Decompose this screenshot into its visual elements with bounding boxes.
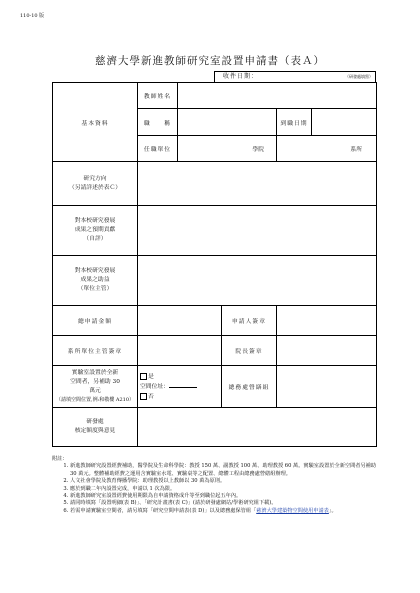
teacher-name-field[interactable] <box>178 83 377 109</box>
dept-head-signature-field[interactable] <box>138 336 222 366</box>
no-checkbox[interactable] <box>140 393 147 400</box>
note-item: 6. 若需申請實驗室空間者，請另填寫「研究空間申請表(表 D)」以及總務處保管組「慈濟大學建築物空間使用申請表」。 <box>70 508 382 515</box>
dept-head-signature-label: 系所單位主管簽章 <box>53 336 138 366</box>
expected-contribution-field[interactable] <box>138 206 377 256</box>
dept-field[interactable] <box>277 136 377 162</box>
notes-heading: 附註： <box>52 456 68 462</box>
total-amount-field[interactable] <box>138 306 222 336</box>
no-label: 否 <box>148 393 154 400</box>
page-title: 慈濟大學新進教師研究室設置申請書（表Ａ） <box>95 55 325 67</box>
note-item: 5. 請同時填寫「設置明細(表 B)」、「研究計畫書(表 C)」(請於研發處網站/學術研究組下載)。 <box>70 500 382 507</box>
received-date-label: 收件日期： <box>223 73 259 80</box>
job-title-field[interactable] <box>178 109 277 136</box>
dean-signature-label: 院長簽章 <box>222 336 277 366</box>
space-application-link[interactable]: 慈濟大學建築物空間使用申請表 <box>256 507 329 514</box>
rd-office-field[interactable] <box>138 408 377 447</box>
lab-space-options <box>138 366 222 408</box>
arrival-date-field[interactable] <box>312 109 377 136</box>
research-direction-field[interactable] <box>138 162 377 206</box>
yes-label: 是 <box>148 373 154 380</box>
college-label: 學院 <box>252 147 264 153</box>
basic-info-label: 基本資料 <box>53 83 138 162</box>
dean-signature-field[interactable] <box>277 336 377 366</box>
dept-label: 系所 <box>350 147 362 153</box>
total-amount-label: 總申請金額 <box>53 306 138 336</box>
note-item: 1. 新進教師研究設置經費補助，醫學院及生命科學院：教授 150 萬、副教授 100 萬、助理教授 60 萬。實驗室設置於全新空間者另補助 30 萬元。整體補助經費之運用含實驗室水電、實驗桌等之配置、總體工程由總務處營繕組辦理。 <box>70 463 382 478</box>
received-date-note: （研發處填寫） <box>345 74 373 79</box>
dept-benefit-field[interactable] <box>138 256 377 306</box>
arrival-date-label: 到職日期 <box>277 109 312 136</box>
location-field[interactable] <box>169 382 197 388</box>
job-title-label: 職 稱 <box>138 109 178 136</box>
college-field[interactable] <box>178 136 277 162</box>
note-item: 3. 應於到職二年內設置完成，申請以 1 次為限。 <box>70 486 382 493</box>
expected-contribution-label: 對本校研究發展 成果之預期貢獻 （自評） <box>53 206 138 256</box>
research-direction-label: 研究方向 （另請詳述於表Ｃ） <box>53 162 138 206</box>
gm-office-label: 總務處營繕組 <box>222 366 277 408</box>
form-version: 110-10 版 <box>20 13 45 19</box>
applicant-signature-field[interactable] <box>277 306 377 336</box>
gm-office-field[interactable] <box>277 366 377 408</box>
application-form-table <box>52 82 377 447</box>
applicant-signature-label: 申請人簽章 <box>222 306 277 336</box>
notes-list <box>52 463 382 515</box>
rd-office-label: 研發處 核定額度與意見 <box>53 408 138 447</box>
note-item: 2. 人文社會學院及教育傳播學院：助理教授以上教師以 30 萬為原則。 <box>70 478 382 485</box>
yes-checkbox[interactable] <box>140 373 147 380</box>
unit-label: 任職單位 <box>138 136 178 162</box>
received-date-box <box>214 71 376 82</box>
lab-space-label: 實驗室設置於全新 空間者，另補助 30 萬元 （請填空間位置,例:和敬樓 A210） <box>53 366 138 408</box>
teacher-name-label: 教師姓名 <box>138 83 178 109</box>
notes-section <box>52 456 382 515</box>
dept-benefit-label: 對本校研究發展 成果之助益 （單位主管） <box>53 256 138 306</box>
note-item: 4. 新進教師研究室設置經費使用期限為自申請資格成升等至到職位起五年內。 <box>70 493 382 500</box>
location-label: 空間位址： <box>140 383 169 390</box>
